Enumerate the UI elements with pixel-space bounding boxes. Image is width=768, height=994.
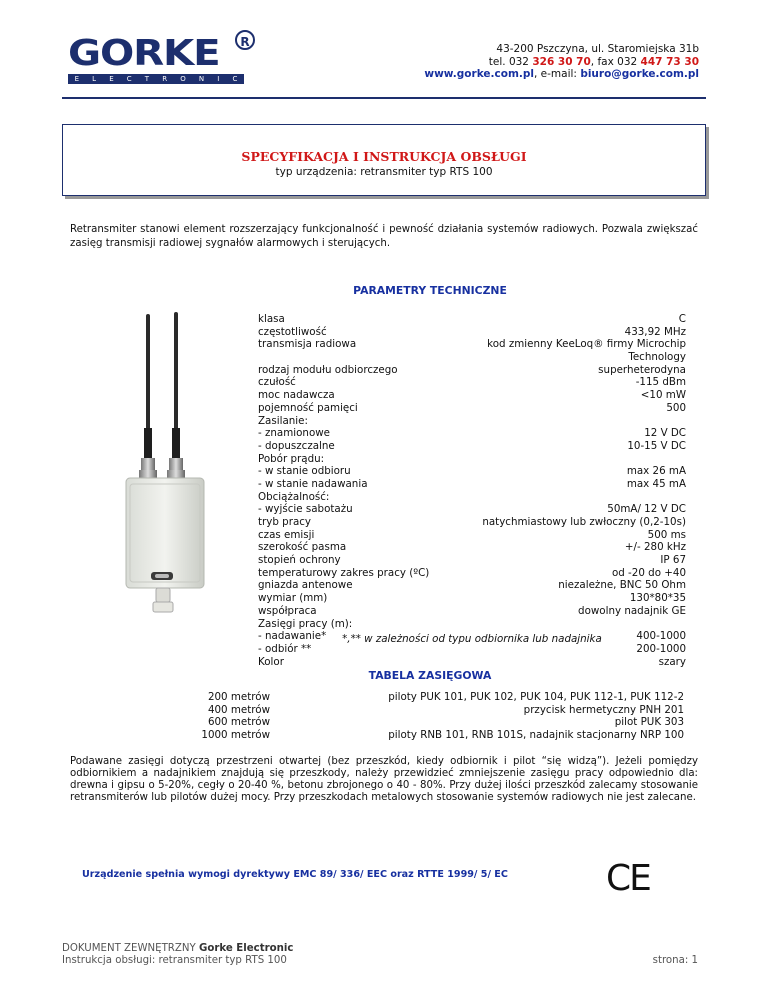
param-row xyxy=(258,579,686,592)
param-value: C xyxy=(678,313,686,325)
param-value: <10 mW xyxy=(640,389,686,402)
header-divider xyxy=(62,97,706,99)
compliance-statement: Urządzenie spełnia wymogi dyrektywy EMC 89/ 336/ EEC oraz RTTE 1999/ 5/ EC xyxy=(82,869,508,880)
range-notes-paragraph: Podawane zasięgi dotyczą przestrzeni otwartej (bez przeszkód, kiedy odbiornik i pilot “się widzą”). Jeżeli pomiędzy odbiornikiem a nadajnikiem znajdują się przeszkody, należy przewidzieć zmniejszenie zasięgu pracy odpowiednio dla: drewna i gipsu o 5-20%, cegły o 20-40 %, betonu zbrojonego o 40 - 80%. Przy dużej ilości przeszkód zalecamy stosowanie retransmiterów lub pilotów dużej mocy. Przy przeszkodach metalowych stosowanie systemów radiowych nie jest zalecane. xyxy=(70,756,698,803)
footer-company: Gorke Electronic xyxy=(198,943,294,954)
tel-number: 326 30 70 xyxy=(532,55,591,68)
address: 43-200 Pszczyna, ul. Staromiejska 31b xyxy=(496,43,699,55)
range-distance: 600 metrów xyxy=(207,716,270,729)
param-label: współpraca xyxy=(258,604,317,617)
param-value: szary xyxy=(658,655,686,668)
param-row xyxy=(258,389,686,402)
param-label: Obciążalność: xyxy=(258,490,330,503)
param-row xyxy=(258,503,686,516)
range-devices: piloty RNB 101, RNB 101S, nadajnik stacjonarny NRP 100 xyxy=(388,729,684,742)
param-row xyxy=(258,516,686,529)
fax-number: 447 73 30 xyxy=(640,55,699,68)
email-link[interactable]: biuro@gorke.com.pl xyxy=(580,68,699,80)
range-heading: TABELA ZASIĘGOWA xyxy=(368,669,492,682)
logo-letter: C xyxy=(232,75,238,83)
param-value: 10-15 V DC xyxy=(627,439,686,452)
param-value: max 26 mA xyxy=(626,465,686,478)
param-row xyxy=(258,529,686,542)
param-row xyxy=(258,313,686,326)
logo-letter: E xyxy=(109,75,114,83)
param-row xyxy=(258,402,686,415)
param-row xyxy=(258,440,686,453)
param-label: czułość xyxy=(258,376,296,389)
param-label: czas emisji xyxy=(258,528,315,541)
param-label: - w stanie odbioru xyxy=(258,465,351,478)
param-row xyxy=(258,427,686,440)
param-value: IP 67 xyxy=(660,554,686,567)
param-row xyxy=(258,326,686,339)
param-row xyxy=(258,364,686,377)
params-footnote: *,** w zależności od typu odbiornika lub nadajnika xyxy=(342,633,602,645)
param-label: moc nadawcza xyxy=(258,389,335,402)
footer-doc-title: Instrukcja obsługi: retransmiter typ RTS 100 xyxy=(62,955,287,966)
param-label: transmisja radiowa xyxy=(258,338,357,351)
param-row xyxy=(258,453,686,466)
params-table xyxy=(258,313,686,668)
page-number: strona: 1 xyxy=(652,955,698,966)
logo-letter: O xyxy=(180,75,186,83)
param-row xyxy=(258,541,686,554)
param-label: Pobór prądu: xyxy=(258,452,325,465)
param-label: gniazda antenowe xyxy=(258,579,353,592)
param-row xyxy=(258,567,686,580)
range-devices: przycisk hermetyczny PNH 201 xyxy=(523,703,684,716)
footer-doc-line xyxy=(62,943,293,955)
param-value: 50mA/ 12 V DC xyxy=(607,503,686,516)
param-row xyxy=(258,554,686,567)
logo-letter: I xyxy=(217,75,220,83)
param-label: - odbiór ** xyxy=(258,642,312,655)
range-row xyxy=(190,729,684,742)
website-link[interactable]: www.gorke.com.pl xyxy=(424,68,534,80)
ce-mark-icon: CE xyxy=(606,858,650,899)
param-label: stopień ochrony xyxy=(258,554,341,567)
param-value: +/- 280 kHz xyxy=(624,541,686,554)
param-value: 130*80*35 xyxy=(629,592,686,605)
param-value: max 45 mA xyxy=(626,477,686,490)
param-value: 500 xyxy=(666,401,686,414)
range-row xyxy=(190,691,684,704)
param-value: niezależne, BNC 50 Ohm xyxy=(558,579,686,592)
contact-block xyxy=(424,43,699,81)
param-value: 200-1000 xyxy=(636,642,686,655)
param-label: rodzaj modułu odbiorczego xyxy=(258,363,398,376)
param-row xyxy=(258,605,686,618)
param-label: wymiar (mm) xyxy=(258,592,328,605)
param-value: 400-1000 xyxy=(636,630,686,643)
param-value: natychmiastowy lub zwłoczny (0,2-10s) xyxy=(482,516,686,529)
intro-paragraph: Retransmiter stanowi element rozszerzający funkcjonalność i pewność działania systemów radiowych. Pozwala zwiększać zasięg transmisji radiowej sygnałów alarmowych i sterujących. xyxy=(70,224,698,249)
logo-letter: C xyxy=(126,75,132,83)
param-label: - znamionowe xyxy=(258,427,331,440)
param-value: dowolny nadajnik GE xyxy=(578,604,686,617)
tel-prefix: tel. 032 xyxy=(488,55,529,68)
param-row xyxy=(258,376,686,389)
range-row xyxy=(190,704,684,717)
param-row xyxy=(258,618,686,631)
param-value: kod zmienny KeeLoq® firmy Microchip Technology xyxy=(487,338,686,364)
range-devices: pilot PUK 303 xyxy=(614,716,684,729)
web-line xyxy=(424,68,699,81)
param-label: szerokość pasma xyxy=(258,541,347,554)
range-distance: 200 metrów xyxy=(207,691,270,703)
logo-word: GORKE xyxy=(68,33,220,74)
email-prefix: , e-mail: xyxy=(534,68,577,80)
params-heading: PARAMETRY TECHNICZNE xyxy=(353,284,507,297)
param-row xyxy=(258,338,686,363)
param-label: tryb pracy xyxy=(258,516,312,529)
logo-letter: N xyxy=(198,75,205,83)
param-label: pojemność pamięci xyxy=(258,401,358,414)
param-label: Zasilanie: xyxy=(258,414,308,427)
param-label: - w stanie nadawania xyxy=(258,477,368,490)
logo-letter: R xyxy=(162,75,168,83)
param-label: - dopuszczalne xyxy=(258,439,335,452)
registered-mark-icon: R xyxy=(235,30,255,50)
param-label: klasa xyxy=(258,313,285,325)
retransmitter-photo xyxy=(120,308,210,620)
param-row xyxy=(258,478,686,491)
param-label: - nadawanie* xyxy=(258,630,327,643)
logo-letter: T xyxy=(144,75,150,83)
param-row xyxy=(258,592,686,605)
param-label: Zasięgi pracy (m): xyxy=(258,617,353,630)
param-row xyxy=(258,491,686,504)
param-value: 12 V DC xyxy=(644,427,686,440)
range-distance: 1000 metrów xyxy=(201,729,270,742)
param-value: superheterodyna xyxy=(598,363,686,376)
footer-doc-prefix: DOKUMENT ZEWNĘTRZNY xyxy=(62,943,196,954)
document-title: SPECYFIKACJA I INSTRUKCJA OBSŁUGI xyxy=(241,149,527,164)
logo-letter: E xyxy=(74,75,79,83)
param-value: -115 dBm xyxy=(635,376,686,389)
param-value: 500 ms xyxy=(647,528,686,541)
param-row xyxy=(258,415,686,428)
param-value: 433,92 MHz xyxy=(624,325,686,338)
param-row xyxy=(258,656,686,669)
range-table xyxy=(190,691,684,742)
range-distance: 400 metrów xyxy=(207,703,270,716)
phone-line xyxy=(424,56,699,69)
logo-letter: L xyxy=(92,75,97,83)
fax-prefix: , fax 032 xyxy=(590,55,638,68)
gorke-logo xyxy=(62,30,262,86)
range-row xyxy=(190,716,684,729)
range-devices: piloty PUK 101, PUK 102, PUK 104, PUK 112-1, PUK 112-2 xyxy=(388,691,684,703)
logo-electronic-bar xyxy=(68,74,244,84)
param-value: od -20 do +40 xyxy=(611,566,686,579)
param-row xyxy=(258,465,686,478)
param-label: - wyjście sabotażu xyxy=(258,503,353,516)
param-label: częstotliwość xyxy=(258,325,327,338)
footer-left xyxy=(62,943,293,967)
param-label: Kolor xyxy=(258,655,284,668)
title-box xyxy=(62,124,706,196)
param-label: temperaturowy zakres pracy (ºC) xyxy=(258,566,430,579)
device-type: typ urządzenia: retransmiter typ RTS 100 xyxy=(275,166,493,178)
